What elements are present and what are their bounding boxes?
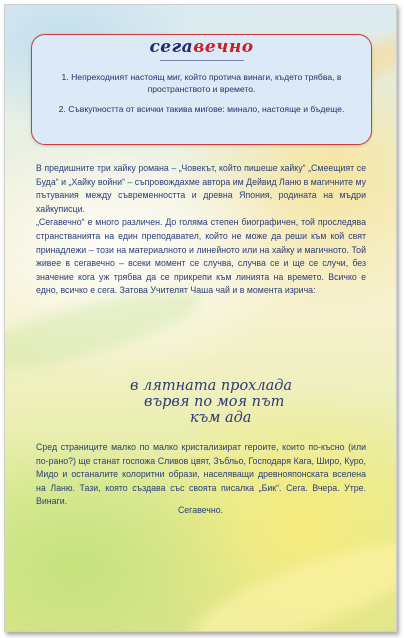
definition-meaning-2: 2. Съвкупността от всички такива мигове: минало, настояще и бъдеще.	[58, 104, 345, 114]
definition-title	[32, 37, 371, 57]
paragraph-description: „Сегавечно“ е много различен. До голяма степен биографичен, той проследява странстванията на един преподавател, който не може да реши към кой свят принадлежи – този на материалното и линейното или на хайку и магичното. Той живее в сегавечно – всеки момент се случва, случва се и ще се случи, без значение кога уж трябва да се прикрепи към линията на времето. Всичко е едно, всичко е сега. Затова Учителят Чаша чай и в момента изрича:	[36, 217, 366, 296]
title-underline	[160, 60, 244, 61]
definition-title-start: сега	[149, 37, 194, 57]
body-text	[36, 162, 366, 298]
paragraph-intro: В предишните три хайку романа – „Човекът, който пишеше хайку“ „Смеещият се Буда“ и „Хайку войни“ – съпровождахме автора им Дейвид Ланю в магичните му пътувания между съвременността и древна Япония, родината на мъдри хайкуписци.	[36, 163, 366, 214]
haiku	[130, 378, 293, 426]
paragraph-closing: Сред страниците малко по малко кристализират героите, които по-късно (или по-рано?) ще станат госпожа Сливов цвят, Зъбльо, Господаря Кага, Широ, Куро, Мидо и останалите колоритни образи, населяващи древнояпонската вселена на Ланю. Тази, която създава със своята писалка „Бик“. Сега. Вчера. Утре. Винаги.	[36, 442, 366, 507]
definition-box	[31, 34, 372, 145]
haiku-line-3: към ада	[190, 410, 252, 426]
haiku-line-2: вървя по моя път	[144, 394, 285, 410]
definition-meaning-1: 1. Непреходният настоящ миг, който протича винаги, където трябва, в пространството и времето.	[61, 72, 342, 94]
haiku-line-1: в лятната прохлада	[130, 378, 293, 394]
decorative-light-streak	[182, 524, 397, 632]
closing-text	[36, 441, 366, 509]
signoff: Сегавечно.	[177, 505, 224, 515]
book-page	[4, 4, 397, 632]
definition-title-accent: вечно	[193, 37, 254, 57]
